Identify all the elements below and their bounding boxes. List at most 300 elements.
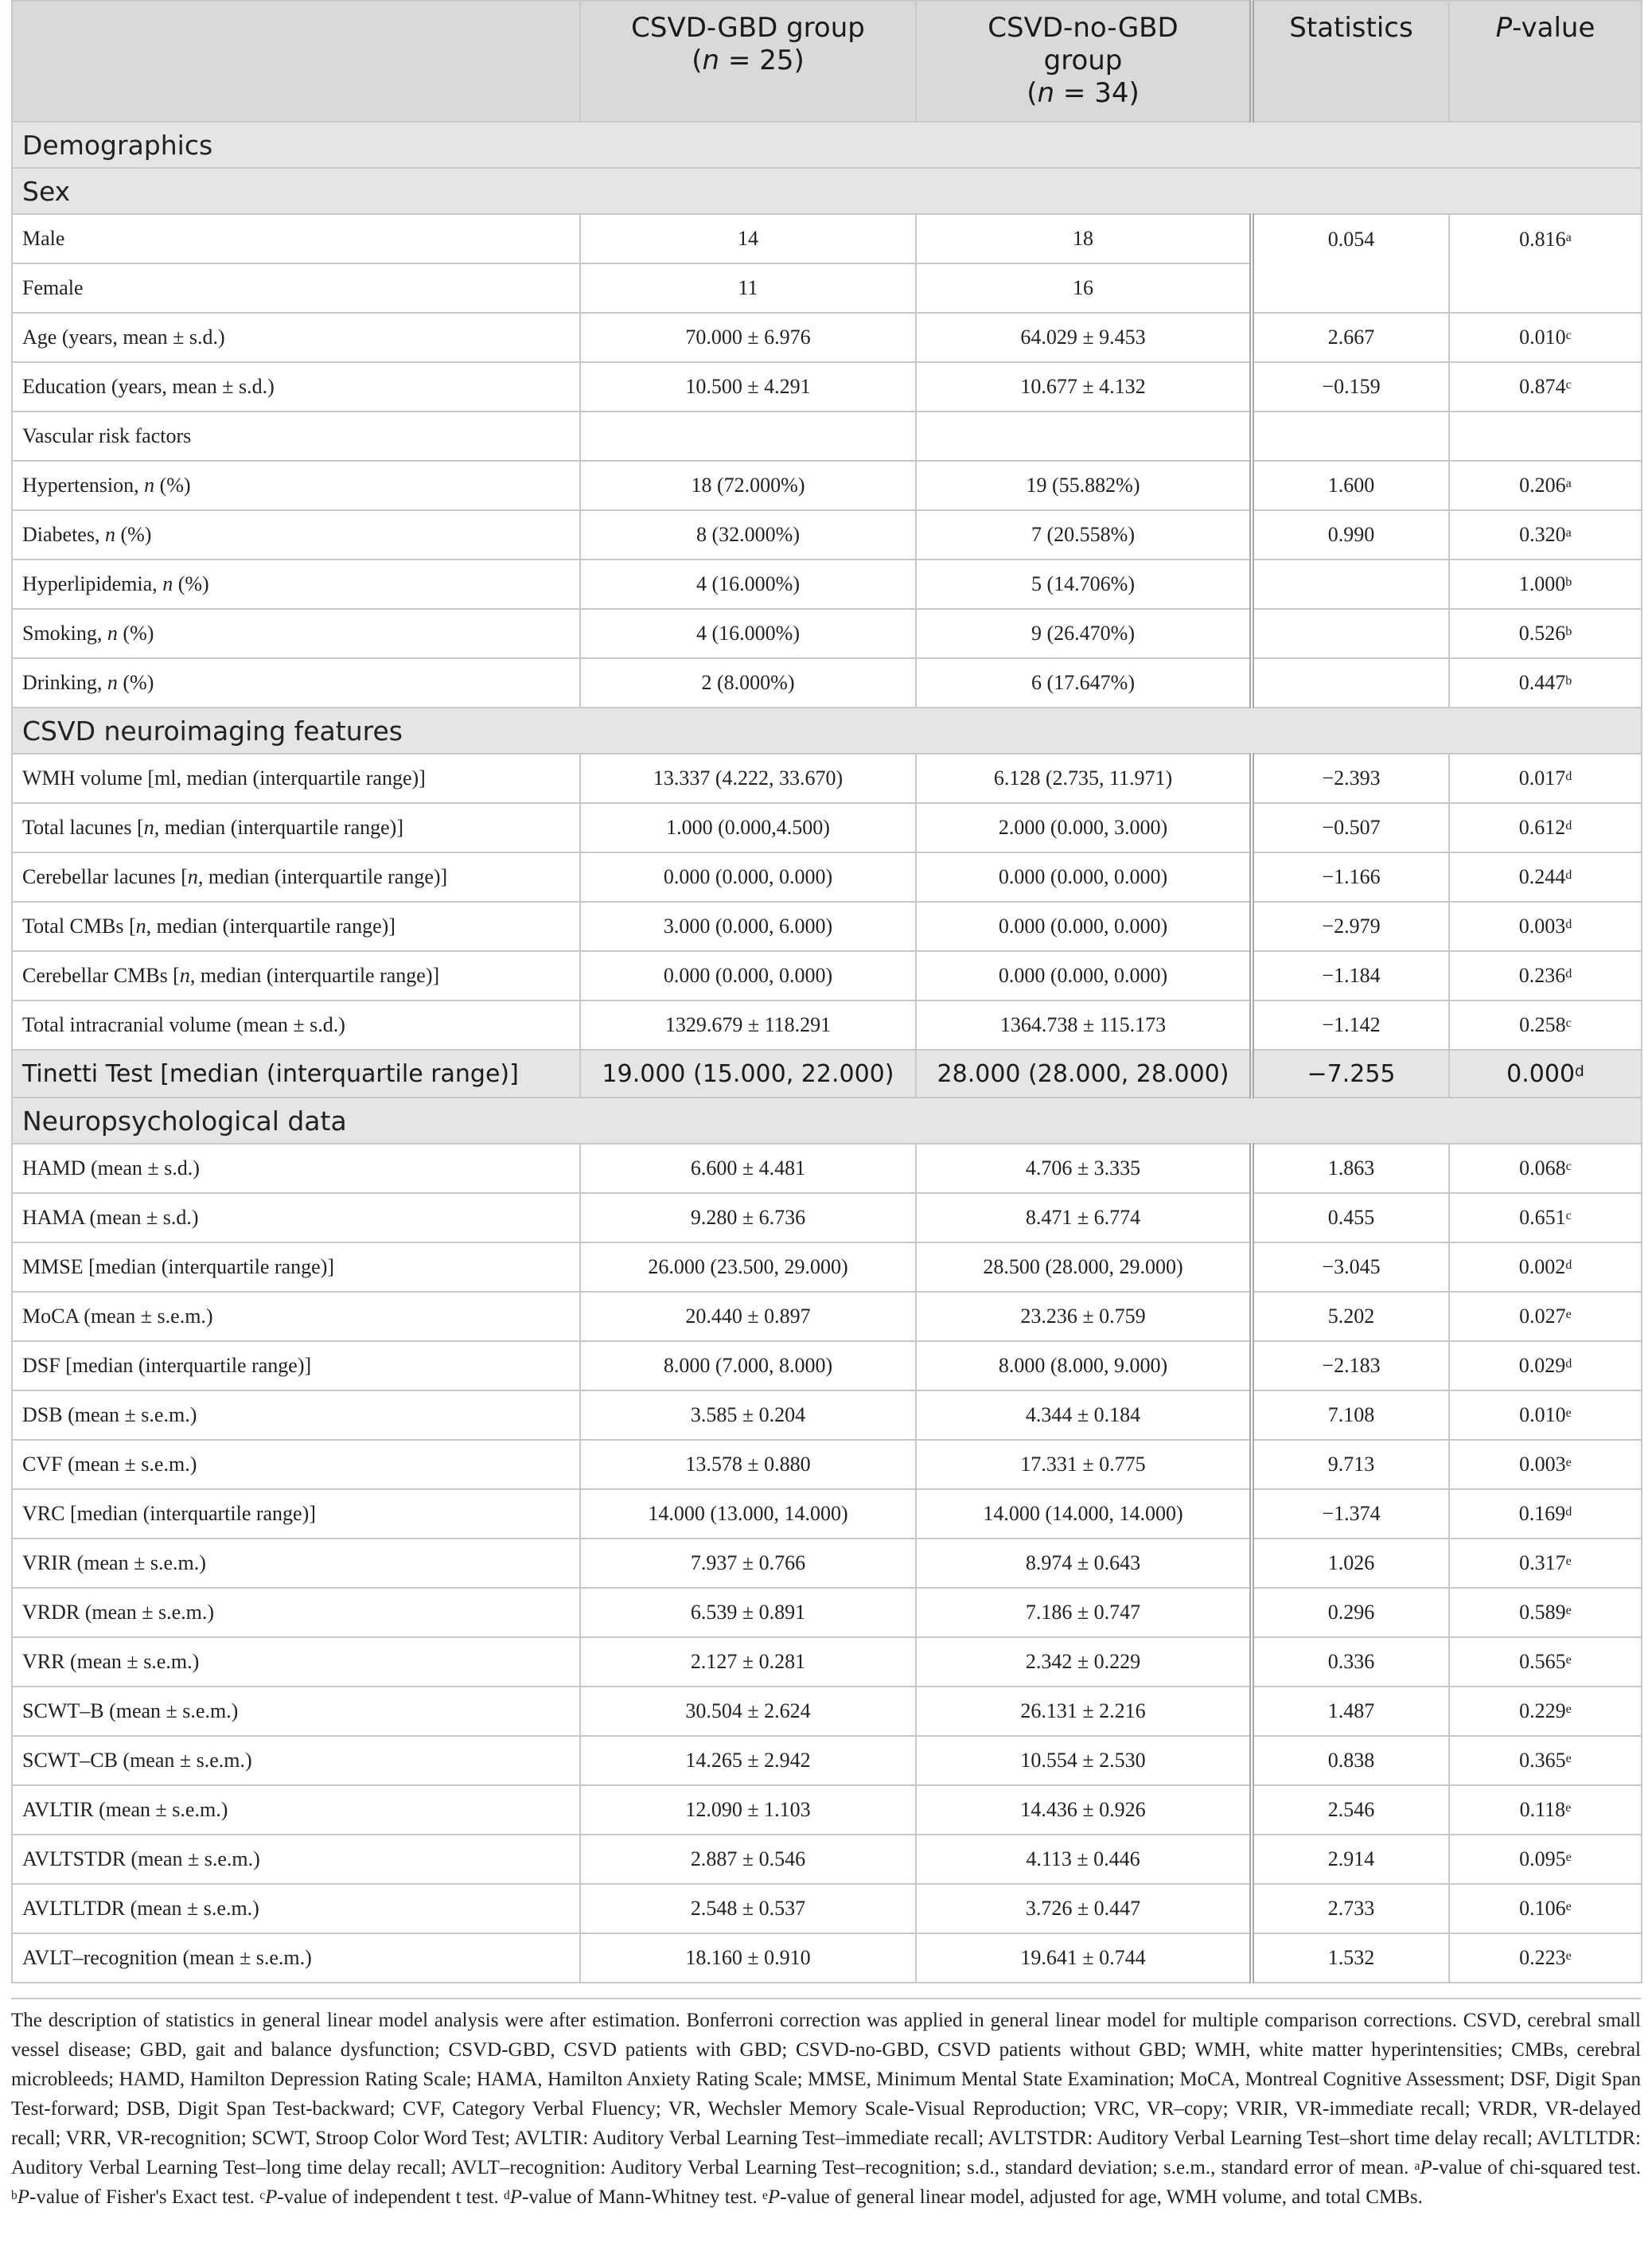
cell-gbd: 26.000 (23.500, 29.000) — [580, 1242, 916, 1292]
row-label-text: AVLTLTDR (mean ± s.e.m.) — [22, 1897, 259, 1920]
p-value: 0.029 — [1518, 1354, 1566, 1377]
p-sup: c — [1565, 329, 1572, 343]
row-label — [12, 1785, 580, 1835]
cell-p — [1449, 1588, 1642, 1637]
row-label-text: Age (years, mean ± s.d.) — [22, 326, 225, 349]
row-label-text: HAMA (mean ± s.d.) — [22, 1206, 199, 1229]
p-value: 0.068 — [1519, 1156, 1566, 1180]
cell-gbd: 9.280 ± 6.736 — [580, 1193, 916, 1242]
p-value: 0.236 — [1518, 964, 1566, 987]
p-sup: d — [1565, 1505, 1572, 1519]
cell-p — [1449, 1390, 1642, 1440]
row-label-tail: , median (interquartile range)] — [146, 915, 395, 938]
footnote-note-text: -value of independent t test. — [277, 2186, 499, 2208]
table-row — [12, 902, 1642, 951]
cell-p — [1449, 1144, 1642, 1193]
cell-p — [1449, 1193, 1642, 1242]
p-sup: e — [1565, 1653, 1572, 1667]
section-label: CSVD neuroimaging features — [12, 708, 1642, 754]
row-label-text: Cerebellar lacunes [ — [22, 865, 188, 888]
p-sup: d — [1575, 1063, 1584, 1080]
cell-gbd: 13.337 (4.222, 33.670) — [580, 754, 916, 803]
cell-p — [1449, 754, 1642, 803]
row-label-tail: (%) — [154, 474, 191, 497]
cell-gbd: 14.265 ± 2.942 — [580, 1736, 916, 1785]
cell-p — [1449, 560, 1642, 609]
table-row — [12, 1884, 1642, 1933]
row-label — [12, 1193, 580, 1242]
cell-stat — [1252, 658, 1449, 708]
cell-stat: −1.142 — [1252, 1000, 1449, 1050]
cell-p — [1449, 951, 1642, 1000]
cell-gbd: 18.160 ± 0.910 — [580, 1933, 916, 1983]
cell-p — [1449, 510, 1642, 560]
cell-nogbd: 8.974 ± 0.643 — [916, 1539, 1252, 1588]
p-value: 0.118 — [1519, 1798, 1566, 1821]
footnote-note-text: -value of Mann-Whitney test. — [522, 2186, 758, 2208]
cell-stat: 0.455 — [1252, 1193, 1449, 1242]
row-label-text: AVLT–recognition (mean ± s.e.m.) — [22, 1946, 312, 1969]
cell-nogbd: 4.706 ± 3.335 — [916, 1144, 1252, 1193]
cell-stat: 2.667 — [1252, 313, 1449, 362]
p-value: 0.816 — [1519, 228, 1566, 251]
footnote-note-marker: d — [504, 2188, 510, 2202]
cell-nogbd: 1364.738 ± 115.173 — [916, 1000, 1252, 1050]
p-value: 0.206 — [1519, 474, 1566, 497]
row-label — [12, 803, 580, 852]
p-sup: d — [1565, 868, 1572, 883]
footnote-note-text: -value of Fisher's Exact test. — [29, 2186, 255, 2208]
table-row — [12, 852, 1642, 902]
row-label — [12, 1637, 580, 1687]
row-label — [12, 1390, 580, 1440]
cell-stat: −3.045 — [1252, 1242, 1449, 1292]
row-label-n: n — [187, 865, 198, 888]
p-value: 0.317 — [1519, 1551, 1566, 1574]
cell-gbd: 3.585 ± 0.204 — [580, 1390, 916, 1440]
p-value: 0.010 — [1519, 326, 1566, 349]
p-value: 0.010 — [1519, 1403, 1566, 1426]
cell-stat: −0.159 — [1252, 362, 1449, 411]
footnote-note-a — [1415, 2157, 1641, 2178]
cell-nogbd: 6.128 (2.735, 11.971) — [916, 754, 1252, 803]
cell-stat: 0.296 — [1252, 1588, 1449, 1637]
p-value: 0.229 — [1519, 1699, 1566, 1722]
row-label — [12, 658, 580, 708]
cell-gbd: 18 (72.000%) — [580, 461, 916, 510]
row-label-tail: (%) — [173, 572, 209, 595]
table-row — [12, 1000, 1642, 1050]
row-label-text: VRIR (mean ± s.e.m.) — [22, 1551, 206, 1574]
header-row — [12, 1, 1642, 122]
cell-gbd: 70.000 ± 6.976 — [580, 313, 916, 362]
p-sup: e — [1565, 1752, 1572, 1766]
cell-p — [1449, 1000, 1642, 1050]
cell-gbd: 7.937 ± 0.766 — [580, 1539, 916, 1588]
p-value: 0.589 — [1519, 1601, 1566, 1624]
row-label-text: CVF (mean ± s.e.m.) — [22, 1453, 197, 1476]
row-label: Female — [12, 263, 580, 313]
cell-p — [1449, 852, 1642, 902]
header-nogbd-group — [916, 1, 1252, 122]
table-row — [12, 461, 1642, 510]
row-label-text: VRR (mean ± s.e.m.) — [22, 1650, 200, 1673]
cell-p — [1449, 313, 1642, 362]
p-sup: c — [1565, 1209, 1572, 1223]
row-label-text: Total intracranial volume (mean ± s.d.) — [22, 1013, 345, 1036]
row-label — [12, 609, 580, 658]
cell-nogbd: 8.000 (8.000, 9.000) — [916, 1341, 1252, 1390]
row-label — [12, 313, 580, 362]
row-label-text: SCWT–B (mean ± s.e.m.) — [22, 1699, 239, 1722]
p-value: 0.565 — [1519, 1650, 1566, 1673]
header-gbd-line2: (n = 25) — [692, 45, 805, 76]
footnote-note-marker: b — [11, 2188, 18, 2202]
table-row — [12, 1440, 1642, 1489]
row-label-text: Hyperlipidemia, — [22, 572, 163, 595]
cell-stat: 1.026 — [1252, 1539, 1449, 1588]
row-label-text: Diabetes, — [22, 523, 105, 546]
cell-gbd: 1329.679 ± 118.291 — [580, 1000, 916, 1050]
cell-p — [1449, 902, 1642, 951]
cell-stat: 2.546 — [1252, 1785, 1449, 1835]
table-row — [12, 1489, 1642, 1539]
cell-stat: −1.166 — [1252, 852, 1449, 902]
p-sup: a — [1565, 477, 1572, 491]
footnote-p-letter: P — [767, 2186, 781, 2208]
table-row — [12, 803, 1642, 852]
cell-nogbd: 4.113 ± 0.446 — [916, 1835, 1252, 1884]
row-label — [12, 902, 580, 951]
cell-gbd: 14.000 (13.000, 14.000) — [580, 1489, 916, 1539]
p-sup: d — [1565, 967, 1572, 981]
row-label — [12, 1292, 580, 1341]
row-label — [12, 1000, 580, 1050]
p-value: 0.320 — [1519, 523, 1566, 546]
p-sup: e — [1565, 1456, 1572, 1470]
row-label-tail: , median (interquartile range)] — [197, 865, 448, 888]
cell-stat: 7.108 — [1252, 1390, 1449, 1440]
cell-gbd: 8 (32.000%) — [580, 510, 916, 560]
cell-gbd: 2.887 ± 0.546 — [580, 1835, 916, 1884]
cell-gbd: 13.578 ± 0.880 — [580, 1440, 916, 1489]
cell-stat: −1.374 — [1252, 1489, 1449, 1539]
table-row — [12, 1242, 1642, 1292]
p-sup: e — [1565, 1949, 1572, 1964]
row-label-text: Drinking, — [22, 671, 107, 694]
cell-stat: 1.487 — [1252, 1687, 1449, 1736]
table-row — [12, 1193, 1642, 1242]
cell-gbd: 4 (16.000%) — [580, 609, 916, 658]
p-sup: e — [1565, 1604, 1572, 1618]
footnote-note-text: -value of chi-squared test. — [1432, 2157, 1642, 2178]
p-sup: e — [1565, 1801, 1572, 1815]
cell-stat — [1252, 560, 1449, 609]
italic-letter: n — [1037, 77, 1055, 109]
section-row-neuroimaging — [12, 708, 1642, 754]
cell-p — [1449, 1489, 1642, 1539]
p-value: 0.526 — [1518, 622, 1566, 645]
p-value: 0.244 — [1518, 865, 1566, 888]
row-label-n: n — [135, 915, 146, 938]
cell-gbd: 19.000 (15.000, 22.000) — [580, 1050, 916, 1098]
cell-nogbd — [916, 411, 1252, 461]
p-sup: c — [1565, 1160, 1572, 1174]
row-label — [12, 362, 580, 411]
row-label-text: Cerebellar CMBs [ — [22, 964, 180, 987]
cell-stat: 0.054 — [1252, 214, 1449, 313]
italic-letter: n — [702, 45, 720, 76]
p-sup: d — [1565, 918, 1572, 932]
cell-stat — [1252, 609, 1449, 658]
row-label — [12, 1884, 580, 1933]
cell-gbd: 0.000 (0.000, 0.000) — [580, 852, 916, 902]
cell-p — [1449, 1440, 1642, 1489]
cell-stat: −2.979 — [1252, 902, 1449, 951]
p-sup: e — [1565, 1900, 1572, 1914]
footnote-note-marker: a — [1414, 2159, 1420, 2173]
row-label — [12, 461, 580, 510]
row-label-text: Smoking, — [22, 622, 107, 645]
p-sup: d — [1565, 770, 1572, 784]
cell-nogbd: 8.471 ± 6.774 — [916, 1193, 1252, 1242]
cell-p — [1449, 1637, 1642, 1687]
cell-stat: −2.393 — [1252, 754, 1449, 803]
row-label-n: n — [107, 671, 118, 694]
cell-stat: −7.255 — [1252, 1050, 1449, 1098]
cell-gbd: 3.000 (0.000, 6.000) — [580, 902, 916, 951]
cell-stat: 2.733 — [1252, 1884, 1449, 1933]
cell-nogbd: 0.000 (0.000, 0.000) — [916, 951, 1252, 1000]
cell-gbd: 20.440 ± 0.897 — [580, 1292, 916, 1341]
cell-stat: 0.990 — [1252, 510, 1449, 560]
cell-stat — [1252, 411, 1449, 461]
p-sup: e — [1565, 1851, 1572, 1865]
table-row — [12, 510, 1642, 560]
row-label — [12, 1144, 580, 1193]
row-label-text: VRC [median (interquartile range)] — [22, 1502, 316, 1525]
row-label — [12, 1588, 580, 1637]
cell-nogbd: 0.000 (0.000, 0.000) — [916, 852, 1252, 902]
p-value: 0.223 — [1519, 1946, 1566, 1969]
cell-stat: 0.838 — [1252, 1736, 1449, 1785]
p-value: 0.017 — [1518, 766, 1566, 790]
cell-p — [1449, 1835, 1642, 1884]
cell-gbd: 8.000 (7.000, 8.000) — [580, 1341, 916, 1390]
cell-stat: 1.532 — [1252, 1933, 1449, 1983]
cell-nogbd: 16 — [916, 263, 1252, 313]
footnote-note-e — [758, 2186, 1423, 2208]
cell-nogbd: 7.186 ± 0.747 — [916, 1588, 1252, 1637]
cell-p — [1449, 362, 1642, 411]
row-label-text: Vascular risk factors — [22, 424, 192, 447]
cell-nogbd: 14.000 (14.000, 14.000) — [916, 1489, 1252, 1539]
cell-p — [1449, 1050, 1642, 1098]
cell-p — [1449, 461, 1642, 510]
cell-nogbd: 19 (55.882%) — [916, 461, 1252, 510]
header-p-value: P-value — [1449, 1, 1642, 122]
cell-gbd: 10.500 ± 4.291 — [580, 362, 916, 411]
row-label — [12, 1736, 580, 1785]
table-row — [12, 1588, 1642, 1637]
footnote-divider — [11, 1998, 1641, 1999]
footnote-note-marker: e — [762, 2188, 768, 2202]
cell-gbd: 0.000 (0.000, 0.000) — [580, 951, 916, 1000]
table-row — [12, 1785, 1642, 1835]
cell-p — [1449, 1242, 1642, 1292]
header-nogbd-line2: group — [1043, 45, 1123, 76]
cell-nogbd: 18 — [916, 214, 1252, 263]
cell-nogbd: 28.000 (28.000, 28.000) — [916, 1050, 1252, 1098]
p-value: 1.000 — [1518, 572, 1566, 595]
footnote-note-marker: c — [259, 2188, 266, 2202]
p-value: 0.003 — [1518, 915, 1566, 938]
cell-p — [1449, 1736, 1642, 1785]
row-label — [12, 1440, 580, 1489]
italic-letter: P — [1495, 12, 1513, 44]
row-label-tail: , median (interquartile range)] — [189, 964, 440, 987]
cell-stat: −1.184 — [1252, 951, 1449, 1000]
row-label — [12, 560, 580, 609]
cell-nogbd: 26.131 ± 2.216 — [916, 1687, 1252, 1736]
footnote-p-letter: P — [17, 2186, 30, 2208]
section-label: Sex — [12, 168, 1642, 214]
row-label-n: n — [107, 622, 118, 645]
cell-nogbd: 0.000 (0.000, 0.000) — [916, 902, 1252, 951]
cell-gbd: 4 (16.000%) — [580, 560, 916, 609]
cell-p — [1449, 1933, 1642, 1983]
cell-nogbd: 9 (26.470%) — [916, 609, 1252, 658]
row-label-tail: (%) — [117, 622, 154, 645]
row-label — [12, 951, 580, 1000]
section-row-neuropsych — [12, 1098, 1642, 1144]
table-row — [12, 1292, 1642, 1341]
cell-p — [1449, 803, 1642, 852]
table-row — [12, 754, 1642, 803]
cell-nogbd: 28.500 (28.000, 29.000) — [916, 1242, 1252, 1292]
row-label-n: n — [143, 816, 154, 839]
cell-nogbd: 3.726 ± 0.447 — [916, 1884, 1252, 1933]
cell-stat: 9.713 — [1252, 1440, 1449, 1489]
row-label-n: n — [104, 523, 115, 546]
row-label — [12, 1242, 580, 1292]
table-row — [12, 1144, 1642, 1193]
cell-gbd: 2 (8.000%) — [580, 658, 916, 708]
results-table — [11, 0, 1642, 1983]
row-label-tail: (%) — [117, 671, 154, 694]
cell-gbd: 6.600 ± 4.481 — [580, 1144, 916, 1193]
row-label: Male — [12, 214, 580, 263]
table-container — [11, 0, 1641, 1983]
cell-gbd — [580, 411, 916, 461]
table-body — [12, 122, 1642, 1983]
cell-nogbd: 5 (14.706%) — [916, 560, 1252, 609]
cell-gbd: 11 — [580, 263, 916, 313]
table-row — [12, 1637, 1642, 1687]
cell-nogbd: 2.342 ± 0.229 — [916, 1637, 1252, 1687]
p-sup: c — [1565, 378, 1572, 392]
cell-gbd: 30.504 ± 2.624 — [580, 1687, 916, 1736]
row-label-text: DSF [median (interquartile range)] — [22, 1354, 312, 1377]
p-value: 0.106 — [1519, 1897, 1566, 1920]
row-label-text: DSB (mean ± s.e.m.) — [22, 1403, 197, 1426]
cell-p — [1449, 214, 1642, 313]
footnote-note-text: -value of general linear model, adjusted for age, WMH volume, and total CMBs. — [780, 2186, 1423, 2208]
section-label: Neuropsychological data — [12, 1098, 1642, 1144]
row-label — [12, 1933, 580, 1983]
table-footnote — [11, 2006, 1641, 2212]
section-row-sex — [12, 168, 1642, 214]
cell-stat: 2.914 — [1252, 1835, 1449, 1884]
cell-stat: −0.507 — [1252, 803, 1449, 852]
row-label-tail: (%) — [115, 523, 152, 546]
p-value: 0.258 — [1519, 1013, 1566, 1036]
table-row — [12, 362, 1642, 411]
p-sup: b — [1565, 674, 1572, 688]
row-label-text: MoCA (mean ± s.e.m.) — [22, 1305, 213, 1328]
table-row — [12, 1687, 1642, 1736]
row-label — [12, 1489, 580, 1539]
header-nogbd-line3: (n = 34) — [1027, 77, 1140, 109]
row-label-n: n — [179, 964, 190, 987]
cell-nogbd: 7 (20.558%) — [916, 510, 1252, 560]
p-sup: b — [1565, 625, 1572, 639]
row-label-n: n — [144, 474, 155, 497]
table-row — [12, 313, 1642, 362]
cell-gbd: 6.539 ± 0.891 — [580, 1588, 916, 1637]
footnote-main: The description of statistics in general linear model analysis were after estimation. Bonferroni correction was applied in general linear model for multiple comparison corrections. CSVD, cerebral small vessel disease; GBD, gait and balance dysfunction; CSVD-GBD, CSVD patients with GBD; CSVD-no-GBD, CSVD patients without GBD; WMH, white matter hyperintensities; CMBs, cerebral microbleeds; HAMD, Hamilton Depression Rating Scale; HAMA, Hamilton Anxiety Rating Scale; MMSE, Minimum Mental State Examination; MoCA, Montreal Cognitive Assessment; DSF, Digit Span Test-forward; DSB, Digit Span Test-backward; CVF, Category Verbal Fluency; VR, Wechsler Memory Scale-Visual Reproduction; VRC, VR–copy; VRIR, VR-immediate recall; VRDR, VR-delayed recall; VRR, VR-recognition; SCWT, Stroop Color Word Test; AVLTIR: Auditory Verbal Learning Test–immediate recall; AVLTSTDR: Auditory Verbal Learning Test–short time delay recall; AVLTLTDR: Auditory Verbal Learning Test–long time delay recall; AVLT–recognition: Auditory Verbal Learning Test–recognition; s.d., standard deviation; s.e.m., standard error of mean. — [11, 2010, 1641, 2178]
table-row-male — [12, 214, 1642, 263]
cell-p — [1449, 609, 1642, 658]
cell-gbd: 2.127 ± 0.281 — [580, 1637, 916, 1687]
cell-nogbd: 6 (17.647%) — [916, 658, 1252, 708]
cell-p — [1449, 1341, 1642, 1390]
cell-nogbd: 10.554 ± 2.530 — [916, 1736, 1252, 1785]
cell-stat: 1.600 — [1252, 461, 1449, 510]
cell-nogbd: 17.331 ± 0.775 — [916, 1440, 1252, 1489]
header-nogbd-line1: CSVD-no-GBD — [988, 12, 1179, 44]
section-label: Demographics — [12, 122, 1642, 168]
table-row-tinetti — [12, 1050, 1642, 1098]
cell-p — [1449, 411, 1642, 461]
row-label-text: Total lacunes [ — [22, 816, 144, 839]
footnote-note-b — [11, 2186, 255, 2208]
row-label-text: Total CMBs [ — [22, 915, 136, 938]
cell-stat: −2.183 — [1252, 1341, 1449, 1390]
table-row — [12, 951, 1642, 1000]
cell-nogbd: 23.236 ± 0.759 — [916, 1292, 1252, 1341]
row-label — [12, 1687, 580, 1736]
p-sup: a — [1565, 231, 1572, 245]
row-label — [12, 852, 580, 902]
row-label-text: VRDR (mean ± s.e.m.) — [22, 1601, 215, 1624]
p-sup: e — [1565, 1702, 1572, 1717]
p-value: 0.874 — [1519, 375, 1566, 398]
p-value: 0.612 — [1518, 816, 1566, 839]
p-sup: a — [1565, 526, 1572, 540]
cell-nogbd: 14.436 ± 0.926 — [916, 1785, 1252, 1835]
cell-nogbd: 4.344 ± 0.184 — [916, 1390, 1252, 1440]
p-value: 0.003 — [1519, 1453, 1566, 1476]
p-value: 0.027 — [1519, 1305, 1566, 1328]
table-row — [12, 560, 1642, 609]
cell-stat: 5.202 — [1252, 1292, 1449, 1341]
p-sup: b — [1565, 575, 1572, 590]
footnote-note-c — [255, 2186, 499, 2208]
table-row — [12, 1736, 1642, 1785]
p-sup: d — [1565, 1357, 1572, 1371]
footnote-p-letter: P — [265, 2186, 278, 2208]
